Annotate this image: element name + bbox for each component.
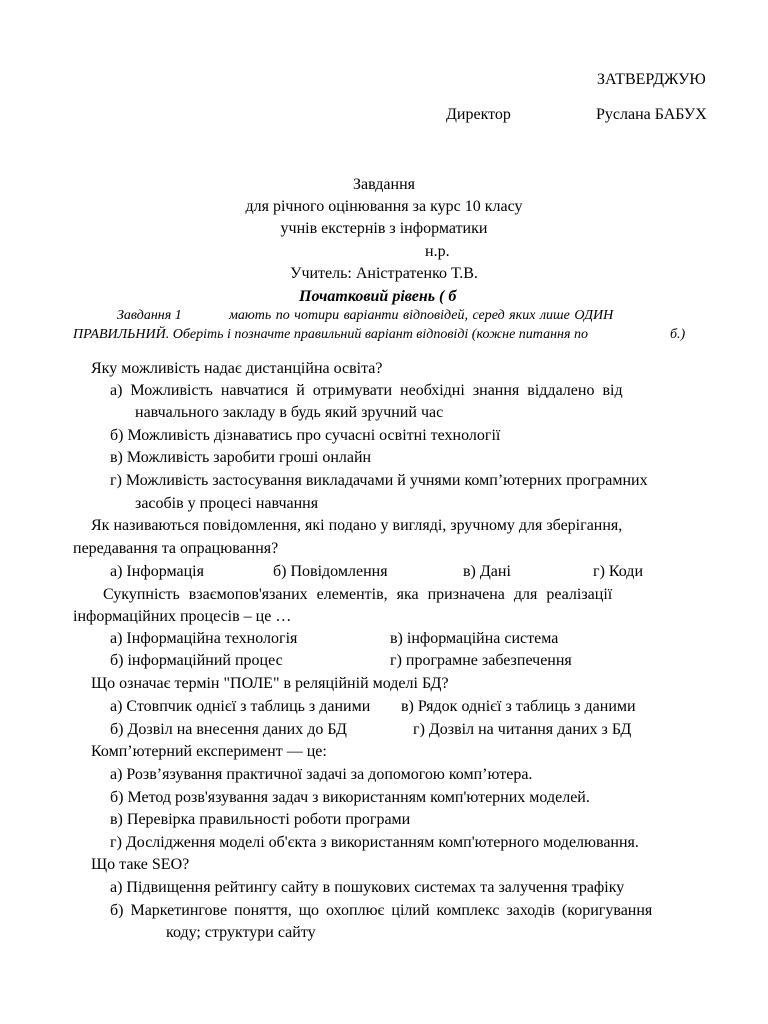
q5-option-d: г) Дослідження моделі об'єкта з використанням комп'ютерного моделювання. (110, 834, 639, 851)
instruction-text-1: мають по чотири варіанти відповідей, серед яких лише ОДИН (229, 308, 614, 323)
q4-option-b: б) Дозвіл на внесення даних до БД (110, 721, 347, 738)
question-2-cont: передавання та опрацювання? (73, 540, 279, 557)
q1-option-b: б) Можливість дізнаватись про сучасні освітні технології (110, 427, 501, 444)
doc-subtitle-2: учнів екстернів з інформатики (280, 220, 488, 237)
director-label: Директор (446, 106, 511, 123)
question-3-cont: інформаційних процесів – це … (73, 608, 292, 625)
question-3: Сукупність взаємопов'язаних елементів, яка призначена для реалізації (103, 586, 613, 603)
q5-option-c: в) Перевірка правильності роботи програми (110, 811, 411, 828)
level-heading: Початковий рівень ( б (299, 288, 457, 305)
q5-option-b: б) Метод розв'язування задач з використанням комп'ютерних моделей. (110, 789, 590, 806)
q4-option-a: а) Стовпчик однієї з таблиць з даними (110, 698, 371, 715)
director-name: Руслана БАБУХ (596, 106, 707, 123)
doc-subtitle: для річного оцінювання за курс 10 класу (245, 198, 523, 215)
q6-option-b-cont: коду; структури сайту (166, 924, 316, 941)
q6-option-a: а) Підвищення рейтингу сайту в пошукових системах та залучення трафіку (110, 879, 625, 896)
q4-option-c: в) Рядок однієї з таблиць з даними (401, 698, 636, 715)
question-2: Як називаються повідомлення, які подано у вигляді, зручному для зберігання, (91, 517, 623, 534)
q1-option-d-cont: засобів у процесі навчання (135, 495, 319, 512)
question-4: Що означає термін "ПОЛЕ" в реляційній моделі БД? (91, 675, 449, 692)
q3-option-b: б) інформаційний процес (110, 652, 283, 669)
school-year: н.р. (425, 243, 450, 260)
q3-option-a: а) Інформаційна технологія (110, 630, 298, 647)
question-1: Яку можливість надає дистанційна освіта? (91, 360, 383, 377)
question-6: Що таке SEO? (91, 856, 190, 873)
q1-option-c: в) Можливість заробити гроші онлайн (110, 449, 372, 466)
instruction-task: Завдання 1 (117, 308, 182, 323)
q1-option-d: г) Можливість застосування викладачами й учнями комп’ютерних програмних (110, 472, 648, 489)
q5-option-a: а) Розв’язування практичної задачі за допомогою комп’ютера. (110, 766, 533, 783)
instruction-text-3: б.) (670, 327, 686, 342)
q2-option-d: г) Коди (593, 563, 644, 580)
q2-option-a: а) Інформація (110, 563, 204, 580)
q2-option-c: в) Дані (463, 563, 511, 580)
q1-option-a: а) Можливість навчатися й отримувати необхідні знання віддалено від (110, 382, 623, 399)
q4-option-d: г) Дозвіл на читання даних з БД (413, 721, 632, 738)
question-5: Комп’ютерний експеримент — це: (91, 743, 327, 760)
doc-title: Завдання (353, 176, 415, 193)
q2-option-b: б) Повідомлення (273, 563, 388, 580)
q3-option-c: в) інформаційна система (390, 630, 559, 647)
q3-option-d: г) програмне забезпечення (390, 652, 572, 669)
q1-option-a-cont: навчального закладу в будь який зручний час (135, 404, 444, 421)
approve-label: ЗАТВЕРДЖУЮ (597, 71, 706, 88)
instruction-text-2: ПРАВИЛЬНИЙ. Оберіть і позначте правильний варіант відповіді (кожне питання по (73, 327, 588, 342)
teacher-name: Учитель: Аністратенко Т.В. (290, 265, 478, 282)
q6-option-b: б) Маркетингове поняття, що охоплює цілий комплекс заходів (коригування (110, 902, 653, 919)
